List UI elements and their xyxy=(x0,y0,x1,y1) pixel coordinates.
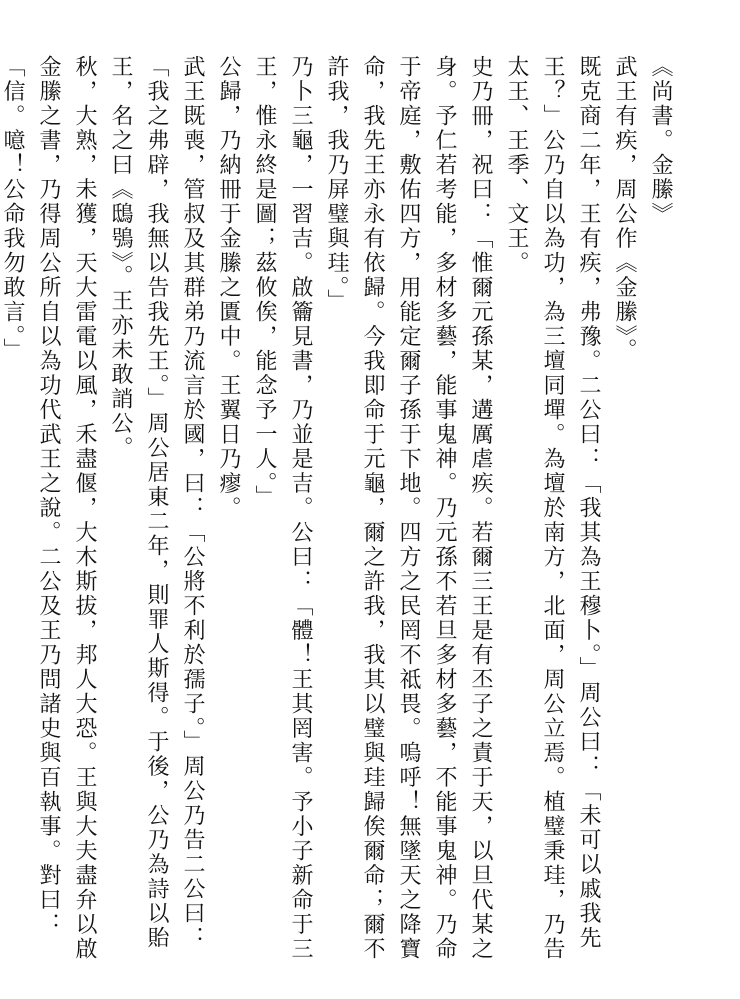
paragraph-storm: 秋，大熟，未獲，天大雷電以風，禾盡偃，大木斯拔，邦人大恐。王與大夫盡弁以啟金縢之書，乃得周公所自以為功代武王之說。二公及王乃問諸史與百執事。對曰：「信。噫！公命我勿敢言。」 xyxy=(0,55,97,962)
paragraph-prayer: 史乃冊，祝曰：「惟爾元孫某，遘厲虐疾。若爾三王是有丕子之責于天，以旦代某之身。予仁若考能，多材多藝，能事鬼神。乃元孫不若旦多材多藝，不能事鬼神。乃命于帝庭，敷佑四方，用能定爾子孫于下地。四方之民罔不祗畏。嗚呼！無墜天之降寶命，我先王亦永有依歸。今我即命于元龜，爾之許我，我其以璧與珪歸俟爾命；爾不許我，我乃屏璧與珪。」 xyxy=(324,55,493,962)
paragraph-divination-request: 既克商二年，王有疾，弗豫。二公曰：「我其為王穆卜。」周公曰：「未可以戚我先王？」公乃自以為功，為三壇同墠。為壇於南方，北面，周公立焉。植璧秉珪，乃告太王、王季、文王。 xyxy=(504,55,601,962)
paragraph-casket: 公歸，乃納冊于金縢之匱中。王翼日乃瘳。 xyxy=(216,55,241,521)
paragraph-preface: 武王有疾，周公作《金縢》。 xyxy=(612,55,637,363)
document-title: 《尚書。金縢》 xyxy=(648,55,673,227)
paragraph-tortoise-divination: 乃卜三龜，一習吉。啟籥見書，乃並是吉。公曰：「體！王其罔害。予小子新命于三王，惟永終是圖；茲攸俟，能念予一人。」 xyxy=(252,55,313,962)
paragraph-rumors: 武王既喪，管叔及其群弟乃流言於國，曰：「公將不利於孺子。」周公乃告二公曰：「我之弗辟，我無以告我先王。」周公居東二年，則罪人斯得。于後，公乃為詩以貽王，名之曰《鴟鴞》。王亦未敢誚公。 xyxy=(108,55,205,951)
vertical-text-body xyxy=(0,55,678,975)
